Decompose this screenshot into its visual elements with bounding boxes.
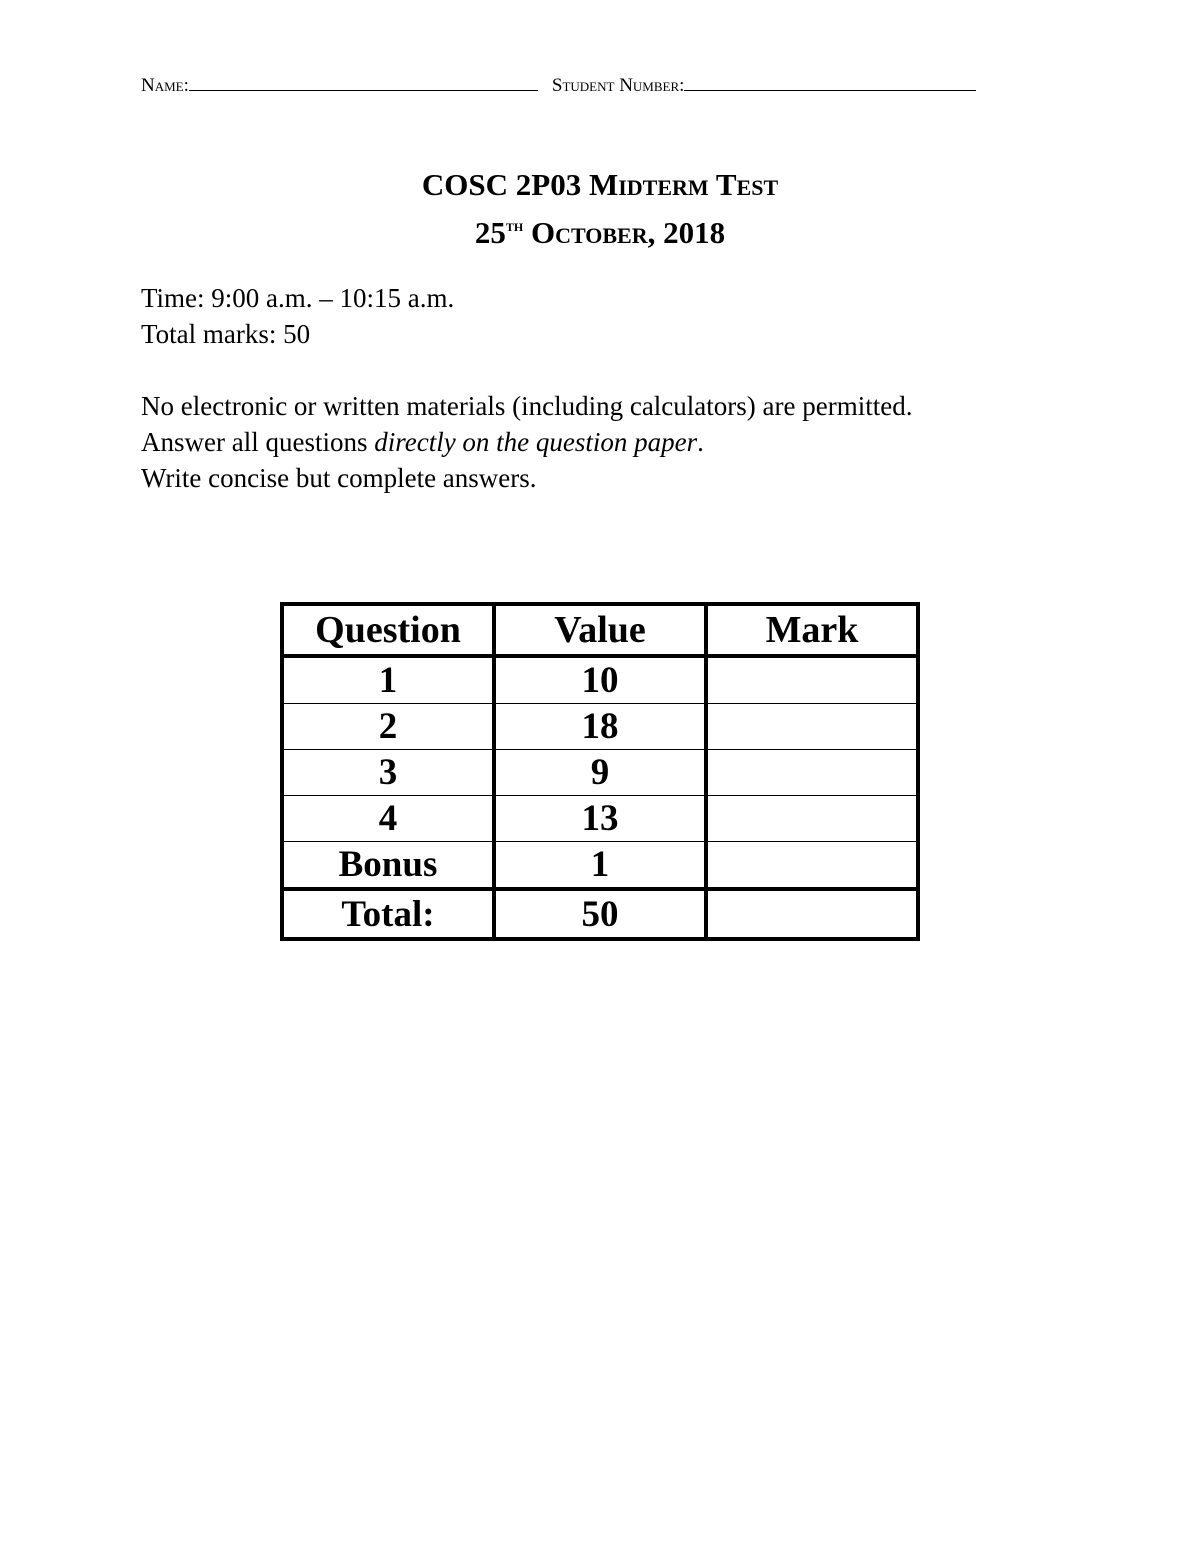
date-month: October,: [530, 215, 656, 250]
rule-answer-emphasis: directly on the question paper: [374, 427, 698, 457]
total-mark-cell[interactable]: [706, 889, 918, 939]
question-value: 1: [494, 842, 706, 890]
rule-answer-location: [141, 424, 1091, 460]
mark-cell[interactable]: [706, 656, 918, 704]
table-row: [282, 796, 918, 842]
exam-time: Time: 9:00 a.m. – 10:15 a.m.: [141, 283, 455, 313]
rule-materials: No electronic or written materials (including calculators) are permitted.: [141, 391, 913, 421]
mark-cell[interactable]: [706, 796, 918, 842]
mark-cell[interactable]: [706, 704, 918, 750]
rule-answer-suffix: .: [697, 427, 704, 457]
header-mark: Mark: [706, 604, 918, 656]
marks-table: [280, 602, 920, 941]
rule-concise: Write concise but complete answers.: [141, 463, 537, 493]
table-header-row: [282, 604, 918, 656]
title-date: [0, 205, 1200, 253]
table-row: [282, 750, 918, 796]
rule-answer-prefix: Answer all questions: [141, 427, 375, 457]
header-question: Question: [282, 604, 494, 656]
name-blank-field[interactable]: [189, 72, 538, 91]
question-number: Bonus: [282, 842, 494, 890]
total-label: Total:: [282, 889, 494, 939]
total-value: 50: [494, 889, 706, 939]
mark-cell[interactable]: [706, 842, 918, 890]
header-line: [141, 72, 1051, 97]
exam-instructions: [141, 280, 1091, 496]
table-row: [282, 656, 918, 704]
student-number-blank-field[interactable]: [684, 72, 976, 91]
table-row: [282, 704, 918, 750]
date-suffix: th: [505, 216, 524, 235]
date-year: 2018: [663, 215, 726, 250]
question-number: 2: [282, 704, 494, 750]
exam-title: [0, 164, 1200, 253]
question-number: 3: [282, 750, 494, 796]
table-row-bonus: [282, 842, 918, 890]
date-day: 25: [474, 215, 506, 250]
test-name: Midterm Test: [588, 167, 779, 202]
question-number: 1: [282, 656, 494, 704]
exam-total-marks: Total marks: 50: [141, 319, 311, 349]
title-line-1: [0, 164, 1200, 205]
mark-cell[interactable]: [706, 750, 918, 796]
course-code: COSC 2P03: [421, 167, 582, 202]
question-value: 18: [494, 704, 706, 750]
name-label: Name:: [141, 75, 189, 96]
question-value: 9: [494, 750, 706, 796]
question-value: 10: [494, 656, 706, 704]
question-value: 13: [494, 796, 706, 842]
header-value: Value: [494, 604, 706, 656]
table-row-total: [282, 889, 918, 939]
student-number-label: Student Number:: [551, 75, 685, 96]
question-number: 4: [282, 796, 494, 842]
